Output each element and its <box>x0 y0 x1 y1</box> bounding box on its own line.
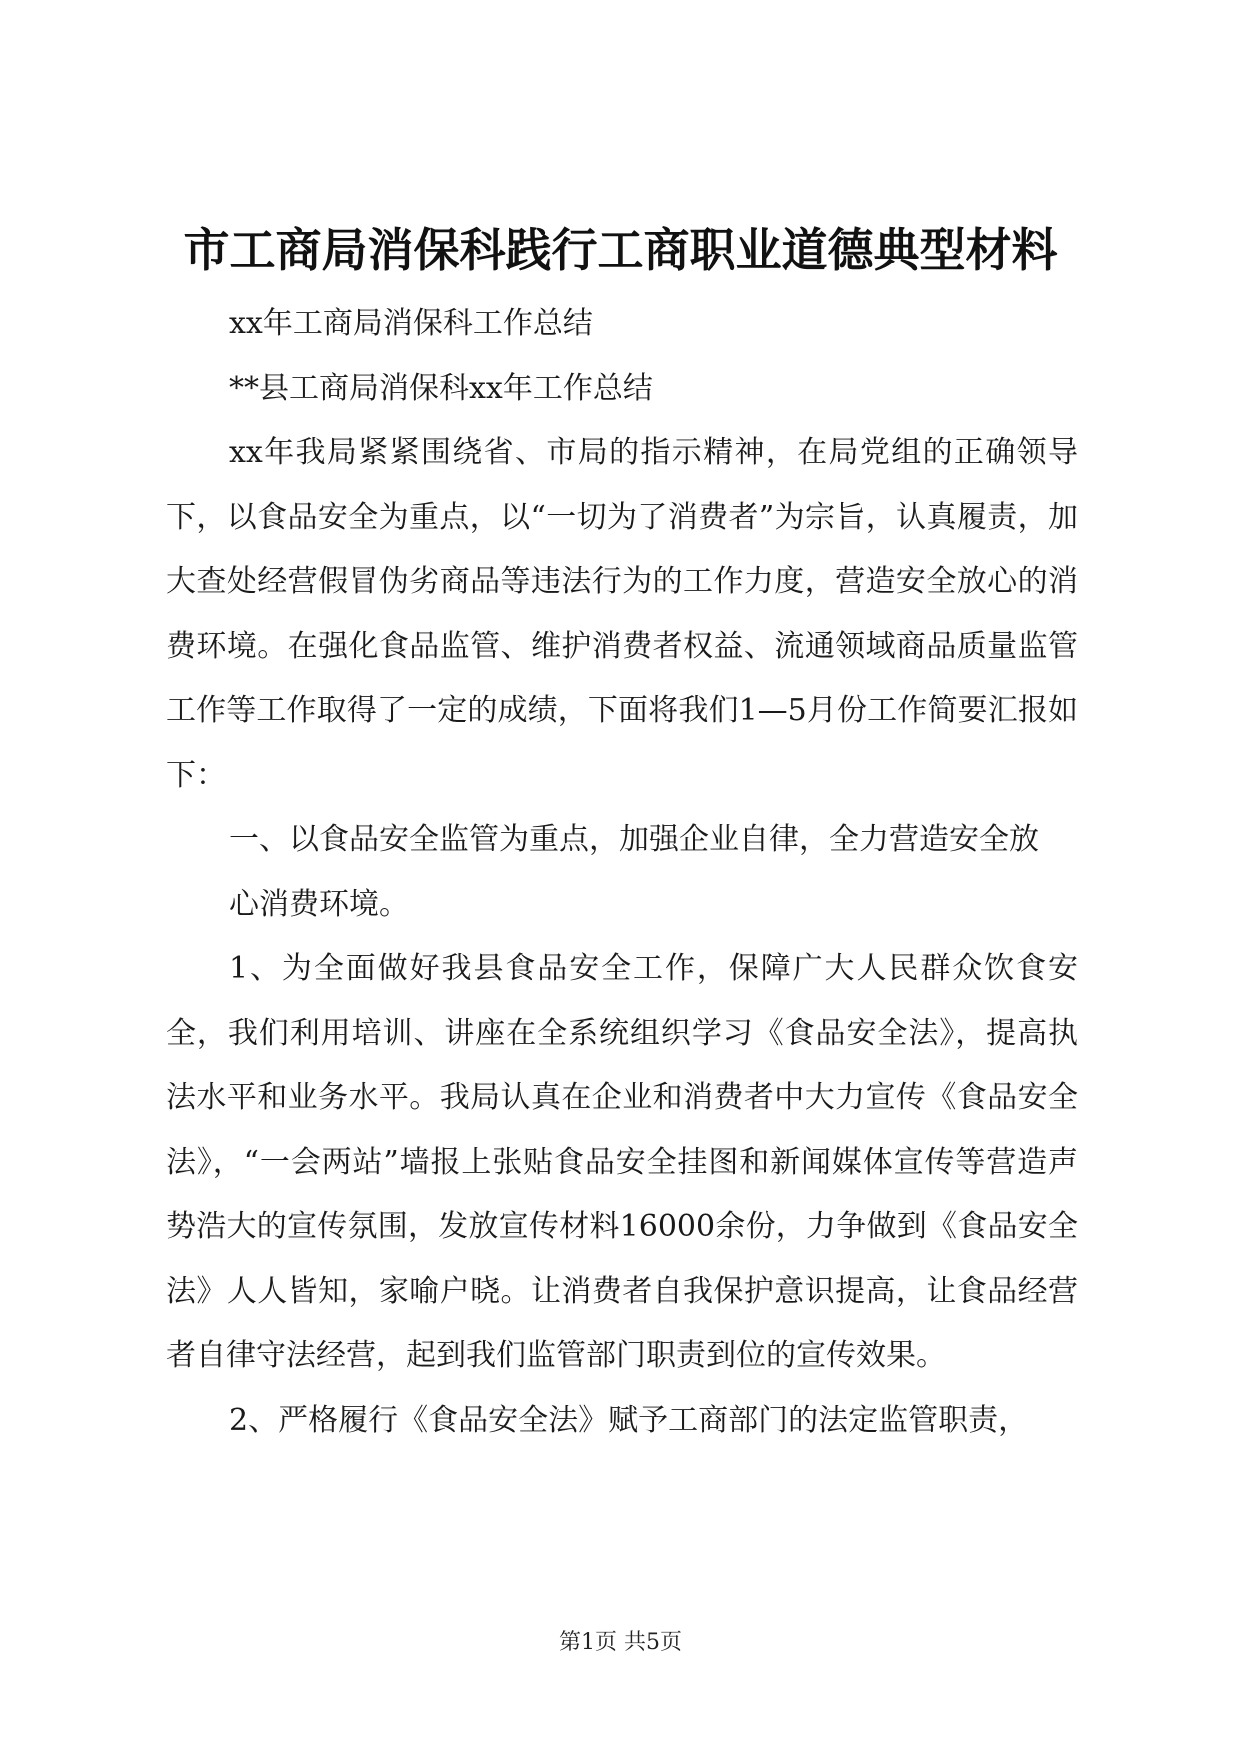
page-number-footer: 第1页 共5页 <box>559 1630 682 1655</box>
paragraph-item-1: 1、为全面做好我县食品安全工作，保障广大人民群众饮食安全，我们利用培训、讲座在全系统组织学习《食品安全法》，提高执法水平和业务水平。我局认真在企业和消费者中大力宣传《食品安全法》，“一会两站”墙报上张贴食品安全挂图和新闻媒体宣传等营造声势浩大的宣传氛围，发放宣传材料16000余份，力争做到《食品安全法》人人皆知，家喻户晓。让消费者自我保护意识提高，让食品经营者自律守法经营，起到我们监管部门职责到位的宣传效果。 <box>166 951 1078 1373</box>
section-heading-1: 一、以食品安全监管为重点，加强企业自律，全力营造安全放 <box>229 822 1039 857</box>
section-heading-1-continued: 心消费环境。 <box>229 886 409 922</box>
paragraph-item-2: 2、严格履行《食品安全法》赋予工商部门的法定监管职责， <box>229 1402 1029 1438</box>
document-body <box>166 292 1078 1453</box>
paragraph-subtitle-1: xx年工商局消保科工作总结 <box>229 306 593 341</box>
paragraph-subtitle-2: **县工商局消保科xx年工作总结 <box>229 370 653 406</box>
paragraph-intro: xx年我局紧紧围绕省、市局的指示精神，在局党组的正确领导下，以食品安全为重点，以“一切为了消费者”为宗旨，认真履责，加大查处经营假冒伪劣商品等违法行为的工作力度，营造安全放心的消费环境。在强化食品监管、维护消费者权益、流通领域商品质量监管工作等工作取得了一定的成绩，下面将我们1—5月份工作简要汇报如下： <box>166 435 1078 793</box>
document-title: 市工商局消保科践行工商职业道德典型材料 <box>183 223 1058 277</box>
